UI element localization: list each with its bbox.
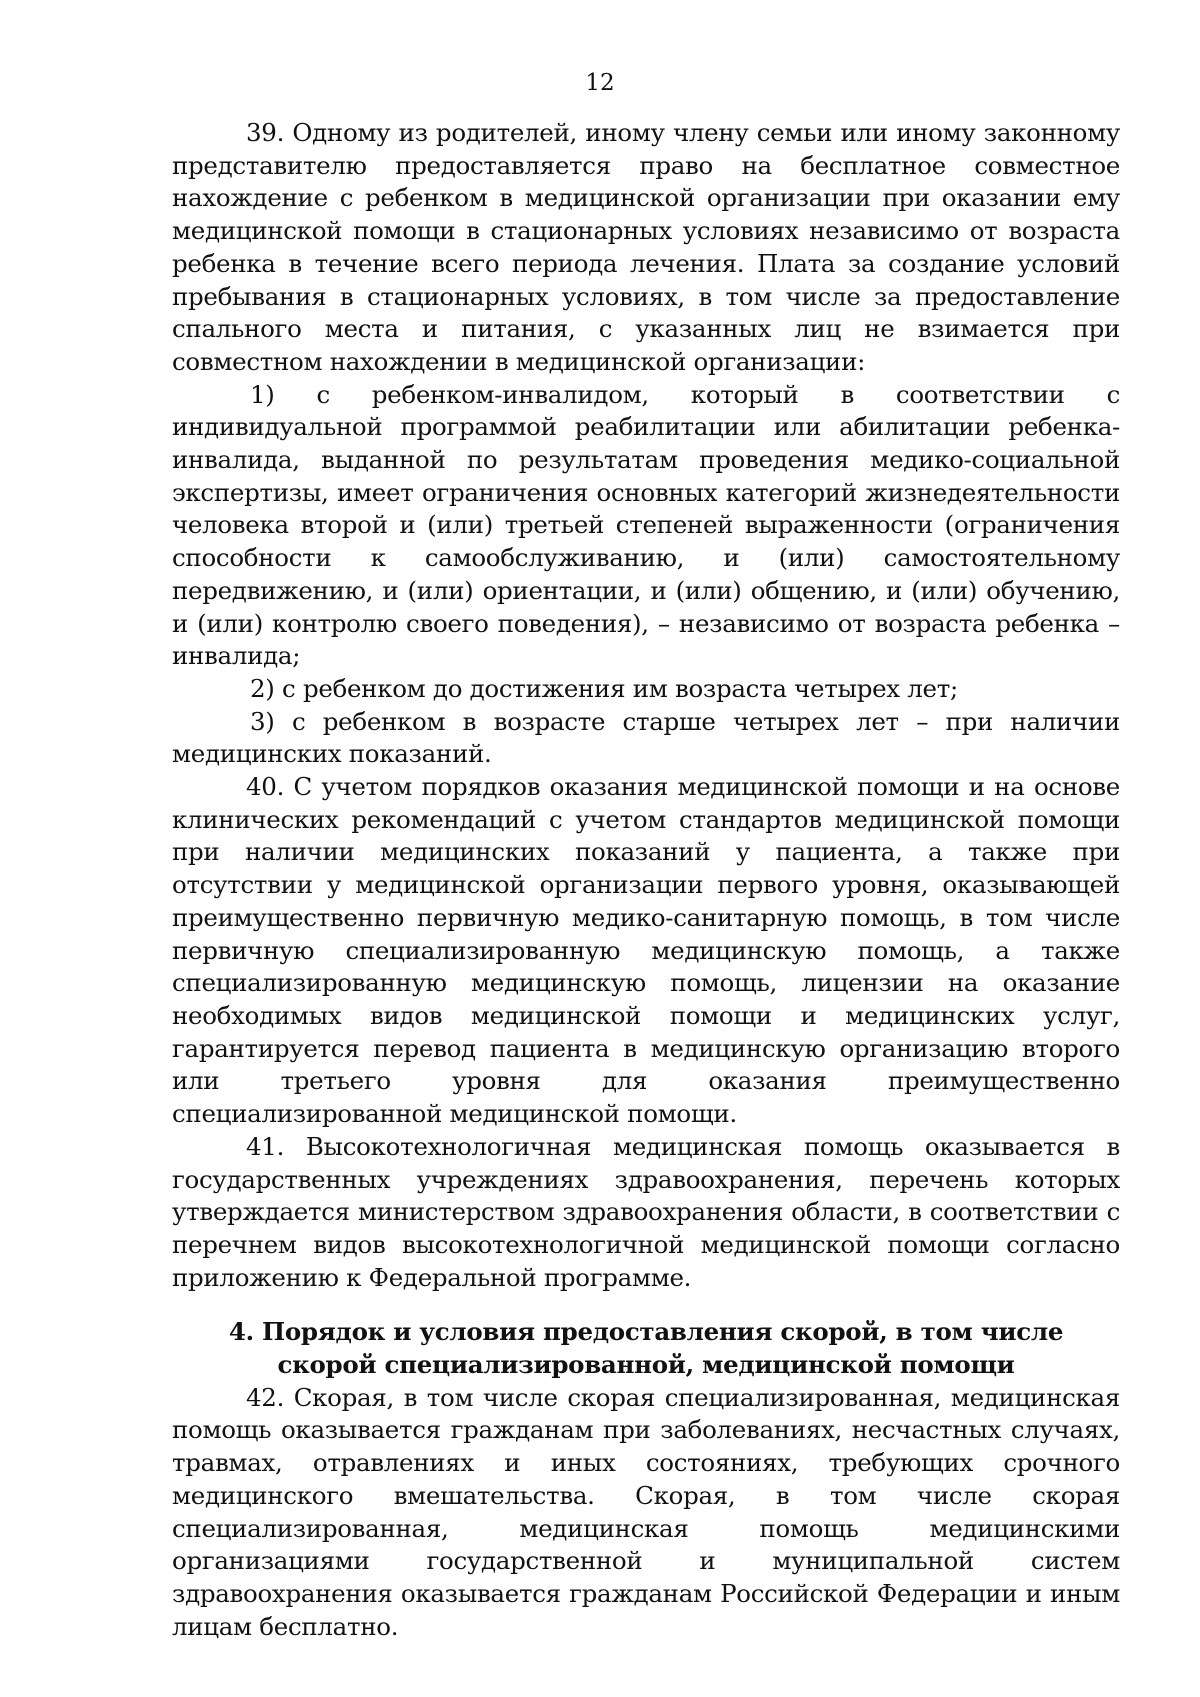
list-item-2: 2) с ребенком до достижения им возраста четырех лет; <box>250 673 958 703</box>
list-item-3: 3) с ребенком в возрасте старше четырех лет – при наличии медицинских показаний. <box>172 706 1120 769</box>
section-heading-line-1: 4. Порядок и условия предоставления скорой, в том числе <box>228 1317 1064 1347</box>
paragraph-39: 39. Одному из родителей, иному члену семьи или иному законному представителю предоставляется право на бесплатное совместное нахождение с ребенком в медицинской организации при оказании ему медицинской помощи в стационарных условиях независимо от возраста ребенка в течение всего периода лечения. Плата за создание условий пребывания в стационарных условиях, в том числе за предоставление спального места и питания, с указанных лиц не взимается при совместном нахождении в медицинской организации: <box>172 118 1120 376</box>
paragraph-41: 41. Высокотехнологичная медицинская помощь оказывается в государственных учреждениях здравоохранения, перечень которых утверждается министерством здравоохранения области, в соответствии с перечнем видов высокотехнологичной медицинской помощи согласно приложению к Федеральной программе. <box>172 1131 1120 1292</box>
page-number: 12 <box>585 70 615 96</box>
paragraph-42: 42. Скорая, в том числе скорая специализированная, медицинская помощь оказывается гражданам при заболеваниях, несчастных случаях, травмах, отравлениях и иных состояниях, требующих срочного медицинского вмешательства. Скорая, в том числе скорая специализированная, медицинская помощь медицинскими организациями государственной и муниципальной систем здравоохранения оказывается гражданам Российской Федерации и иным лицам бесплатно. <box>172 1382 1120 1641</box>
list-item-1: 1) с ребенком-инвалидом, который в соответствии с индивидуальной программой реабилитации или абилитации ребенка-инвалида, выданной по результатам проведения медико-социальной экспертизы, имеет ограничения основных категорий жизнедеятельности человека второй и (или) третьей степеней выраженности (ограничения способности к самообслуживанию, и (или) самостоятельному передвижению, и (или) ориентации, и (или) общению, и (или) обучению, и (или) контролю своего поведения), – независимо от возраста ребенка – инвалида; <box>172 379 1120 671</box>
section-heading <box>172 1316 1120 1381</box>
document-body <box>172 117 1120 1643</box>
section-heading-line-2: скорой специализированной, медицинской помощи <box>277 1350 1015 1380</box>
paragraph-40: 40. С учетом порядков оказания медицинской помощи и на основе клинических рекомендаций с учетом стандартов медицинской помощи при наличии медицинских показаний у пациента, а также при отсутствии у медицинской организации первого уровня, оказывающей преимущественно первичную медико-санитарную помощь, в том числе первичную специализированную медицинскую помощь, а также специализированную медицинскую помощь, лицензии на оказание необходимых видов медицинской помощи и медицинских услуг, гарантируется перевод пациента в медицинскую организацию второго или третьего уровня для оказания преимущественно специализированной медицинской помощи. <box>172 772 1120 1129</box>
